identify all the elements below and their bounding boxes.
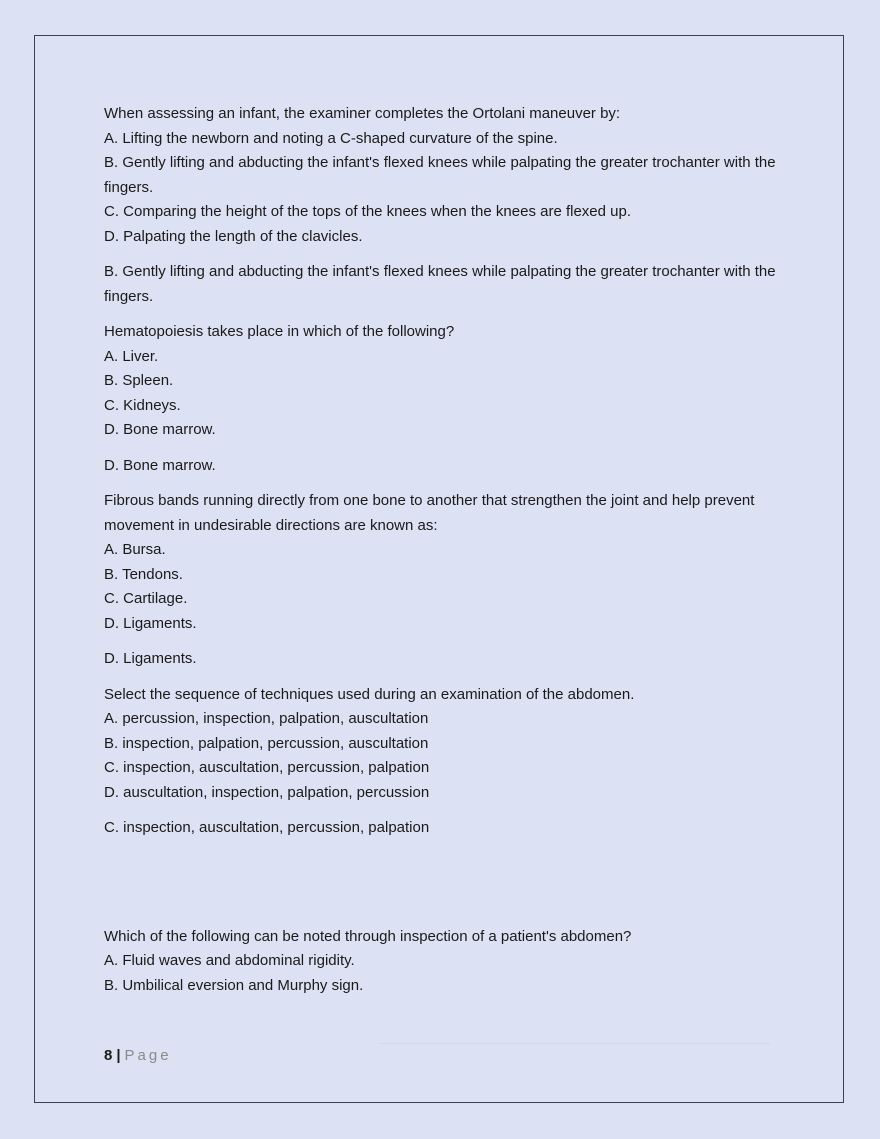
answer-2	[104, 454, 784, 479]
question-3	[104, 489, 784, 636]
question-stem: Fibrous bands running directly from one bone to another that strengthen the joint and help prevent movement in undesirable directions are known as:	[104, 492, 755, 534]
option-a: A. Fluid waves and abdominal rigidity.	[104, 952, 355, 969]
option-d: D. Ligaments.	[104, 614, 197, 632]
option-c: C. Comparing the height of the tops of the knees when the knees are flexed up.	[104, 203, 631, 220]
option-b: B. Tendons.	[104, 565, 183, 583]
question-1	[104, 102, 784, 249]
option-c: C. Kidneys.	[104, 396, 181, 414]
question-stem: Which of the following can be noted through inspection of a patient's abdomen?	[104, 927, 632, 945]
answer-1	[104, 260, 784, 309]
question-stem: Select the sequence of techniques used during an examination of the abdomen.	[104, 685, 635, 703]
option-a: A. percussion, inspection, palpation, auscultation	[104, 710, 429, 727]
document-body	[104, 102, 784, 1009]
blank-space	[104, 852, 784, 925]
page-number: 8	[104, 1047, 113, 1064]
answer-3	[104, 647, 784, 672]
answer-text: D. Ligaments.	[104, 650, 197, 667]
option-b: B. Spleen.	[104, 372, 174, 389]
footer-divider	[380, 1043, 770, 1044]
question-stem: When assessing an infant, the examiner completes the Ortolani maneuver by:	[104, 105, 621, 122]
option-b: B. inspection, palpation, percussion, auscultation	[104, 734, 429, 752]
option-c: C. Cartilage.	[104, 590, 188, 607]
answer-text: D. Bone marrow.	[104, 456, 216, 474]
option-a: A. Bursa.	[104, 541, 166, 558]
page-footer	[104, 1044, 172, 1068]
answer-4	[104, 816, 784, 841]
question-5	[104, 925, 784, 999]
answer-text: C. inspection, auscultation, percussion, palpation	[104, 819, 430, 836]
question-stem: Hematopoiesis takes place in which of the following?	[104, 323, 455, 340]
option-c: C. inspection, auscultation, percussion, palpation	[104, 759, 430, 776]
option-b: B. Gently lifting and abducting the infant's flexed knees while palpating the greater trochanter with the fingers.	[104, 154, 776, 196]
page-label: Page	[124, 1047, 172, 1064]
option-d: D. auscultation, inspection, palpation, percussion	[104, 783, 430, 801]
option-b: B. Umbilical eversion and Murphy sign.	[104, 976, 364, 994]
question-2	[104, 320, 784, 443]
option-a: A. Lifting the newborn and noting a C-shaped curvature of the spine.	[104, 129, 558, 147]
option-d: D. Bone marrow.	[104, 421, 216, 438]
answer-text: B. Gently lifting and abducting the infant's flexed knees while palpating the greater trochanter with the fingers.	[104, 263, 776, 305]
option-d: D. Palpating the length of the clavicles.	[104, 227, 363, 245]
question-4	[104, 683, 784, 806]
option-a: A. Liver.	[104, 347, 159, 365]
footer-separator: |	[116, 1047, 121, 1064]
